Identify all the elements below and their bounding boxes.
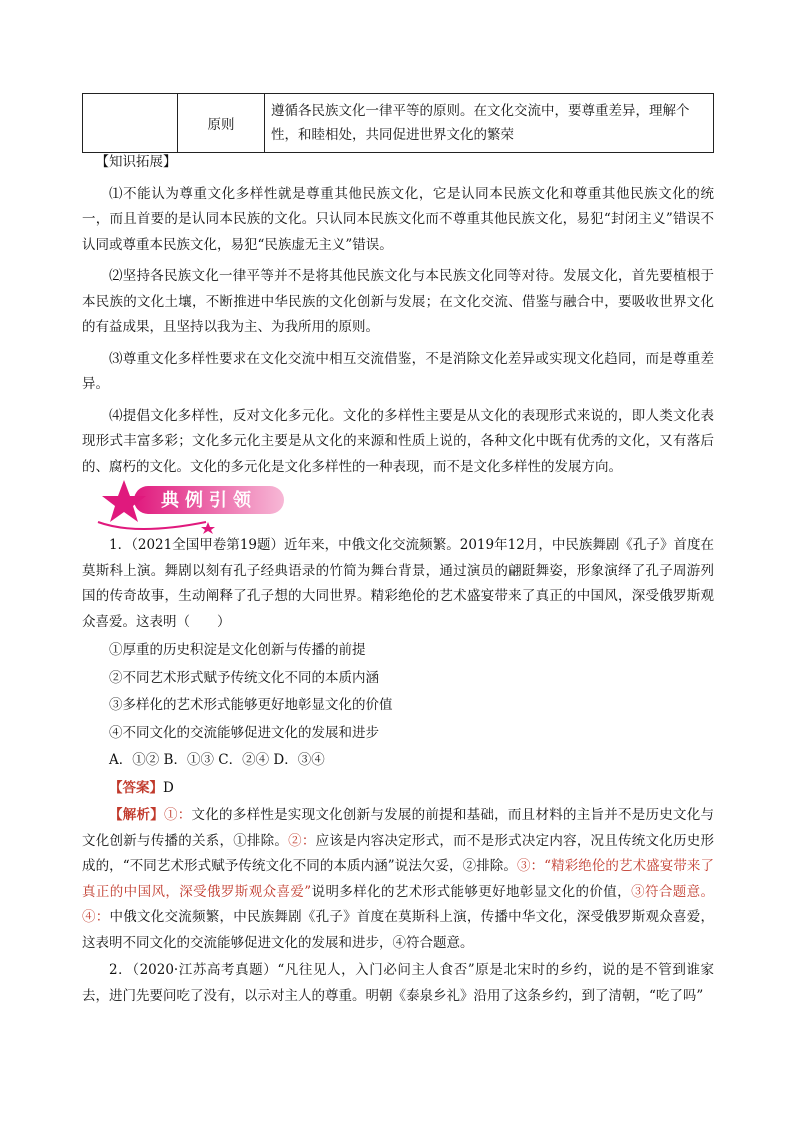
table-cell-label: 原则 — [178, 94, 265, 153]
analysis-segment: 说明多样化的艺术形式能够更好地彰显文化的价值， — [311, 883, 632, 900]
option-4: ④不同文化的交流能够促进文化的发展和进步 — [109, 724, 379, 741]
analysis-segment: ③：“精彩绝伦的艺术盛宴带来了真正的中国风，深受俄罗斯观众喜爱” — [82, 858, 714, 900]
section-heading: 【知识拓展】 — [95, 154, 177, 170]
question-stem: 1．（2021全国甲卷第19题）近年来，中俄文化交流频繁。2019年12月，中民族舞剧《孔子》首度在莫斯科上演。舞剧以刻有孔子经典语录的竹简为舞台背景，通过演员的翩跹舞姿，形象演绎了孔子周游列国的传奇故事，生动阐释了孔子想的大同世界。精彩绝伦的艺术盛宴带来了真正的中国风，深受俄罗斯观众喜爱。这表明（ ） — [82, 537, 714, 630]
analysis-body — [82, 807, 714, 951]
expand-paragraph-2: ⑵坚持各民族文化一律平等并不是将其他民族文化与本民族文化同等对待。发展文化，首先要植根于本民族的文化土壤，不断推进中华民族的文化创新与发展；在文化交流、借鉴与融合中，要吸收世界文化的有益成果，且坚持以我为主、为我所用的原则。 — [82, 268, 714, 335]
question-2-stem: 2．（2020·江苏高考真题）“凡往见人，入门必问主人食否”原是北宋时的乡约，说的是不管到谁家去，进门先要问吃了没有，以示对主人的尊重。明朝《泰泉乡礼》沿用了这条乡约，到了清朝，“吃了吗” — [82, 962, 714, 1004]
analysis-segment: 应该是内容决定形式，而不是形式决定内容，况且传统文化历史形成的，“不同艺术形式赋予传统文化不同的本质内涵”说法欠妥，②排除。 — [82, 832, 715, 874]
expand-paragraph-4: ⑷提倡文化多样性，反对文化多元化。文化的多样性主要是从文化的表现形式来说的，即人类文化表现形式丰富多彩；文化多元化主要是从文化的来源和性质上说的，各种文化中既有优秀的文化，又有落后的、腐朽的文化。文化的多元化是文化多样性的一种表现，而不是文化多样性的发展方向。 — [82, 407, 714, 475]
example-banner — [96, 478, 296, 534]
star-icon — [102, 480, 146, 522]
banner-swoosh — [98, 522, 206, 529]
analysis-label: 【解析】 — [109, 807, 165, 823]
table-cell-content: 遵循各民族文化一律平等的原则。在文化交流中，要尊重差异，理解个性，和睦相处，共同促进世界文化的繁荣 — [265, 94, 714, 153]
answer-choices: A．①② B．①③ C．②④ D．③④ — [109, 752, 325, 768]
table-row — [83, 94, 714, 153]
option-3: ③多样化的艺术形式能够更好地彰显文化的价值 — [109, 697, 393, 713]
answer-label: 【答案】 — [109, 779, 163, 796]
analysis-segment: 文化的多样性是实现文化创新与发展的前提和基础，而且材料的主旨并不是历史文化与文化创新与传播的关系，①排除。 — [82, 807, 715, 849]
option-1: ①厚重的历史积淀是文化创新与传播的前提 — [109, 642, 366, 658]
analysis-segment: 中俄文化交流频繁，中民族舞剧《孔子》首度在莫斯科上演，传播中华文化，深受俄罗斯观众喜爱，这表明不同文化的交流能够促进文化的发展和进步，④符合题意。 — [82, 909, 715, 951]
knowledge-expansion — [82, 150, 714, 480]
analysis-segment: ①： — [164, 807, 192, 823]
answer-value: D — [163, 779, 174, 796]
analysis-segment: ④： — [82, 909, 110, 925]
analysis — [82, 803, 714, 956]
expand-paragraph-3: ⑶尊重文化多样性要求在文化交流中相互交流借鉴，不是消除文化差异或实现文化趋同，而是尊重差异。 — [82, 350, 714, 392]
question-1 — [82, 533, 714, 1009]
expand-paragraph-1: ⑴不能认为尊重文化多样性就是尊重其他民族文化，它是认同本民族文化和尊重其他民族文化的统一，而且首要的是认同本民族的文化。只认同本民族文化而不尊重其他民族文化，易犯“封闭主义”错误不认同或尊重本民族文化，易犯“民族虚无主义”错误。 — [82, 185, 714, 253]
option-2: ②不同艺术形式赋予传统文化不同的本质内涵 — [109, 669, 379, 686]
principle-table — [82, 93, 714, 153]
table-cell-empty — [83, 94, 178, 153]
analysis-segment: ②： — [288, 832, 316, 849]
answer-line — [82, 776, 714, 802]
banner-title: 典例引领 — [161, 490, 257, 511]
analysis-segment: ③符合题意。 — [631, 883, 715, 900]
